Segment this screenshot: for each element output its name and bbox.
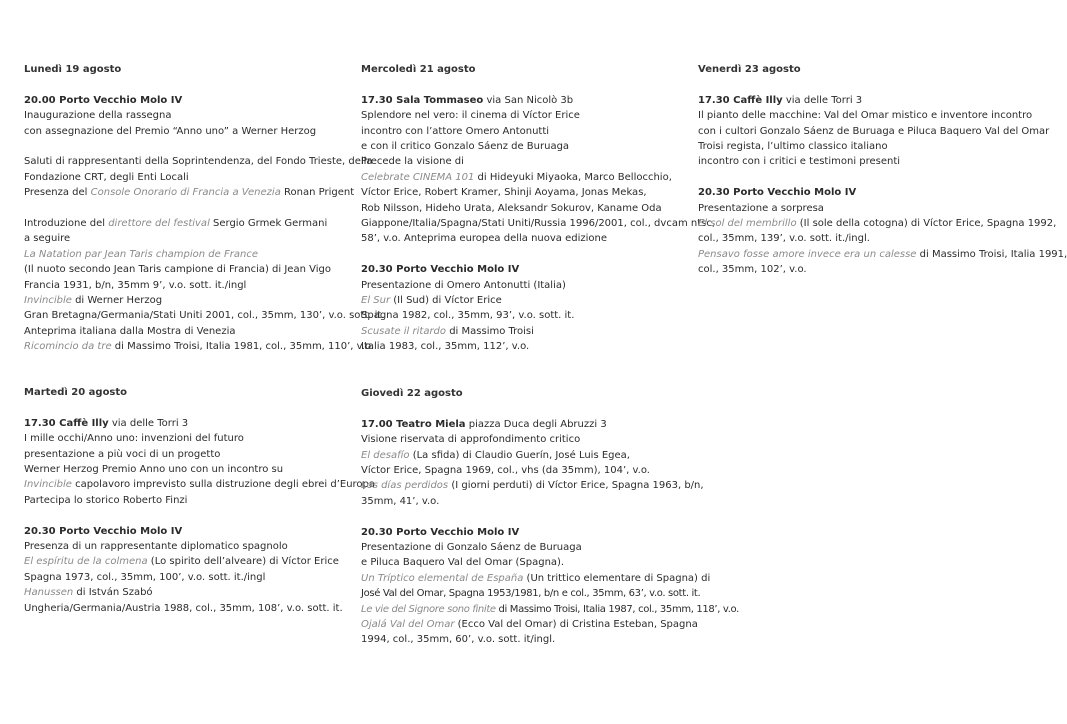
text-segment: incontro con l’attore Omero Antonutti bbox=[361, 125, 550, 137]
event-header-line bbox=[24, 154, 373, 169]
event-line bbox=[361, 154, 686, 169]
event-header-line bbox=[24, 416, 349, 431]
event-address: via San Nicolò 3b bbox=[483, 94, 574, 106]
day-heading: Giovedì 22 agosto bbox=[361, 388, 463, 399]
text-segment: Presenza del bbox=[24, 187, 91, 199]
spacer bbox=[361, 247, 686, 262]
event-line bbox=[24, 308, 385, 323]
event-address: via delle Torri 3 bbox=[782, 94, 863, 106]
event-line bbox=[24, 108, 349, 123]
event-line bbox=[24, 462, 349, 477]
event-time: 17.30 bbox=[361, 94, 397, 106]
event-line bbox=[698, 154, 1023, 169]
event-address: via delle Torri 3 bbox=[108, 417, 189, 429]
text-segment: Splendore nel vero: il cinema di Víctor Erice bbox=[361, 110, 580, 122]
event-header-line bbox=[361, 93, 686, 108]
event-time: 20.00 bbox=[24, 94, 60, 106]
film-title: Le vie del Signore sono finite bbox=[361, 603, 496, 615]
day-wednesday bbox=[361, 62, 716, 355]
event-line bbox=[24, 278, 349, 293]
text-segment: Anteprima italiana dalla Mostra di Venezia bbox=[24, 325, 236, 337]
text-segment: Introduzione del bbox=[24, 218, 109, 230]
event-header-line bbox=[698, 93, 1023, 108]
event-line bbox=[361, 571, 711, 586]
event-venue: Sala Tommaseo bbox=[396, 94, 484, 106]
event-line bbox=[361, 170, 686, 185]
text-segment: col., 35mm, 139’, v.o. sott. it./ingl. bbox=[698, 233, 870, 245]
event-line bbox=[24, 585, 349, 600]
text-segment: Spagna 1973, col., 35mm, 100’, v.o. sott. it./ingl bbox=[24, 571, 266, 583]
film-title: La Natation par Jean Taris champion de France bbox=[24, 248, 258, 260]
text-segment: Presentazione di Gonzalo Sáenz de Buruaga bbox=[361, 542, 582, 554]
event-line bbox=[698, 108, 1033, 123]
text-segment: Inaugurazione della rassegna bbox=[24, 110, 172, 122]
film-title: Invincible bbox=[24, 295, 72, 307]
day-friday bbox=[698, 62, 1067, 278]
event-header-line bbox=[361, 525, 686, 540]
event-venue: Porto Vecchio Molo IV bbox=[396, 264, 520, 276]
event-line bbox=[698, 247, 1067, 262]
event-line bbox=[361, 108, 686, 123]
text-segment: (La sfida) di Claudio Guerín, José Luis Egea, bbox=[409, 449, 630, 461]
event-line bbox=[24, 493, 349, 508]
film-title: Console Onorario di Francia a Venezia bbox=[90, 187, 281, 199]
text-segment: (Il nuoto secondo Jean Taris campione di Francia) di Jean Vigo bbox=[24, 264, 331, 276]
text-segment: a seguire bbox=[24, 233, 71, 245]
event-venue: Caffè Illy bbox=[59, 417, 109, 429]
text-segment: Francia 1931, b/n, 35mm 9’, v.o. sott. it./ingl bbox=[24, 279, 247, 291]
event-line bbox=[361, 293, 686, 308]
film-title: direttore del festival bbox=[108, 218, 210, 230]
event-line bbox=[24, 339, 375, 354]
text-segment: José Val del Omar, Spagna 1953/1981, b/n e col., 35mm, 63’, v.o. sott. it. bbox=[361, 588, 701, 600]
event-line bbox=[361, 617, 698, 632]
text-segment: Werner Herzog Premio Anno uno con un incontro su bbox=[24, 464, 284, 476]
text-segment: Gran Bretagna/Germania/Stati Uniti 2001, col., 35mm, 130’, v.o. sott. it. bbox=[24, 310, 385, 322]
text-segment: con i cultori Gonzalo Sáenz de Buruaga e Piluca Baquero Val del Omar bbox=[698, 125, 1050, 137]
event-line bbox=[361, 324, 686, 339]
text-segment: Rob Nilsson, Hideho Urata, Aleksandr Sokurov, Kaname Oda bbox=[361, 202, 662, 214]
film-title: Celebrate CINEMA 101 bbox=[361, 171, 475, 183]
event-line bbox=[24, 231, 349, 246]
text-segment: e con il critico Gonzalo Sáenz de Buruaga bbox=[361, 141, 570, 153]
text-segment: presentazione a più voci di un progetto bbox=[24, 448, 221, 460]
text-segment: (Il Sud) di Víctor Erice bbox=[390, 295, 502, 307]
film-title: Scusate il ritardo bbox=[361, 325, 447, 337]
film-title: Invincible bbox=[24, 479, 72, 491]
film-title: Ojalá Val del Omar bbox=[361, 619, 455, 631]
event-line bbox=[24, 570, 349, 585]
text-segment: Spagna 1982, col., 35mm, 93’, v.o. sott. it. bbox=[361, 310, 575, 322]
text-segment: di István Szabó bbox=[73, 587, 153, 599]
text-segment: 58’, v.o. Anteprima europea della nuova edizione bbox=[361, 233, 608, 245]
event-line bbox=[361, 231, 686, 246]
event-line bbox=[698, 139, 1023, 154]
text-segment: (Lo spirito dell’alveare) di Víctor Erice bbox=[147, 556, 339, 568]
day-thursday bbox=[361, 386, 739, 648]
event-time: 17.00 bbox=[361, 418, 397, 430]
event-time: 20.30 bbox=[361, 264, 397, 276]
text-segment: Precede la visione di bbox=[361, 156, 464, 168]
text-segment: (Il sole della cotogna) di Víctor Erice, Spagna 1992, bbox=[796, 218, 1057, 230]
text-segment: Visione riservata di approfondimento critico bbox=[361, 434, 581, 446]
film-title: El espíritu de la colmena bbox=[24, 556, 148, 568]
event-line bbox=[361, 478, 704, 493]
event-line bbox=[361, 278, 686, 293]
day-heading: Martedì 20 agosto bbox=[24, 387, 128, 398]
event-venue: Porto Vecchio Molo IV bbox=[59, 94, 183, 106]
event-line bbox=[361, 339, 686, 354]
event-time: 17.30 bbox=[24, 417, 60, 429]
event-line bbox=[361, 448, 686, 463]
event-line bbox=[24, 431, 349, 446]
film-title: El Sur bbox=[361, 295, 391, 307]
event-header-line bbox=[361, 262, 686, 277]
film-title: Un Tríptico elemental de España bbox=[361, 572, 524, 584]
day-heading: Mercoledì 21 agosto bbox=[361, 64, 476, 75]
text-segment: (Ecco Val del Omar) di Cristina Esteban, Spagna bbox=[454, 619, 698, 631]
event-line bbox=[361, 185, 686, 200]
text-segment: Ronan Prigent bbox=[280, 187, 355, 199]
event-line bbox=[24, 262, 349, 277]
film-title: El desafío bbox=[361, 449, 410, 461]
event-header-line bbox=[24, 524, 349, 539]
text-segment: Presentazione a sorpresa bbox=[698, 202, 824, 214]
text-segment: Víctor Erice, Robert Kramer, Shinji Aoyama, Jonas Mekas, bbox=[361, 187, 647, 199]
event-line bbox=[24, 185, 355, 200]
event-venue: Porto Vecchio Molo IV bbox=[733, 187, 857, 199]
event-time: 20.30 bbox=[24, 525, 60, 537]
text-segment: I mille occhi/Anno uno: invenzioni del futuro bbox=[24, 433, 244, 445]
event-line bbox=[361, 540, 686, 555]
text-segment: di Werner Herzog bbox=[71, 295, 163, 307]
text-segment: Presenza di un rappresentante diplomatico spagnolo bbox=[24, 541, 288, 553]
spacer bbox=[24, 139, 349, 154]
event-line bbox=[24, 247, 349, 262]
spacer bbox=[361, 509, 686, 524]
film-title: Ricomincio da tre bbox=[24, 341, 112, 353]
text-segment: con assegnazione del Premio “Anno uno” a Werner Herzog bbox=[24, 125, 317, 137]
text-segment: (Un trittico elementare di Spagna) di bbox=[523, 572, 711, 584]
day-heading: Lunedì 19 agosto bbox=[24, 64, 122, 75]
text-segment: Giappone/Italia/Spagna/Stati Uniti/Russia 1996/2001, col., dvcam ntsc, bbox=[361, 218, 716, 230]
text-segment: di Massimo Troisi, Italia 1981, col., 35mm, 110’, v.o. bbox=[111, 341, 375, 353]
event-header-line bbox=[24, 93, 349, 108]
text-segment: Sergio Grmek Germani bbox=[209, 218, 328, 230]
event-line bbox=[361, 494, 686, 509]
event-line bbox=[361, 308, 686, 323]
spacer bbox=[24, 201, 349, 216]
event-time: 20.30 bbox=[698, 187, 734, 199]
film-title: Hanussen bbox=[24, 587, 74, 599]
event-line bbox=[361, 632, 686, 647]
event-line bbox=[698, 124, 1050, 139]
text-segment: Fondazione CRT, degli Enti Locali bbox=[24, 171, 189, 183]
event-line bbox=[24, 601, 349, 616]
event-line bbox=[698, 216, 1057, 231]
text-segment: Saluti di rappresentanti della Soprintendenza, del Fondo Trieste, della bbox=[24, 156, 373, 168]
text-segment: Il pianto delle macchine: Val del Omar mistico e inventore incontro bbox=[698, 110, 1033, 122]
event-line bbox=[24, 293, 349, 308]
event-header-line bbox=[24, 216, 349, 231]
event-venue: Porto Vecchio Molo IV bbox=[59, 525, 183, 537]
text-segment: Troisi regista, l’ultimo classico italiano bbox=[698, 141, 888, 153]
text-segment: di Massimo Troisi, Italia 1991, bbox=[916, 248, 1067, 260]
text-segment: Víctor Erice, Spagna 1969, col., vhs (da 35mm), 104’, v.o. bbox=[361, 465, 650, 477]
text-segment: Partecipa lo storico Roberto Finzi bbox=[24, 494, 188, 506]
text-segment: di Hideyuki Miyaoka, Marco Bellocchio, bbox=[474, 171, 672, 183]
event-venue: Teatro Miela bbox=[396, 418, 466, 430]
event-line bbox=[24, 539, 349, 554]
event-line bbox=[24, 170, 349, 185]
event-line bbox=[361, 463, 686, 478]
event-line bbox=[361, 216, 716, 231]
day-heading: Venerdì 23 agosto bbox=[698, 64, 801, 75]
event-line bbox=[361, 124, 686, 139]
text-segment: Italia 1983, col., 35mm, 112’, v.o. bbox=[361, 341, 530, 353]
event-line bbox=[361, 555, 686, 570]
event-time: 17.30 bbox=[698, 94, 734, 106]
event-line bbox=[361, 432, 686, 447]
event-header-line bbox=[361, 417, 686, 432]
event-time: 20.30 bbox=[361, 526, 397, 538]
event-line bbox=[698, 201, 1023, 216]
text-segment: 35mm, 41’, v.o. bbox=[361, 495, 440, 507]
text-segment: di Massimo Troisi bbox=[446, 325, 534, 337]
event-line bbox=[361, 201, 686, 216]
event-line bbox=[24, 477, 376, 492]
text-segment: Presentazione di Omero Antonutti (Italia) bbox=[361, 279, 566, 291]
text-segment: 1994, col., 35mm, 60’, v.o. sott. it/ingl. bbox=[361, 634, 556, 646]
film-title: Los días perdidos bbox=[361, 480, 449, 492]
event-venue: Porto Vecchio Molo IV bbox=[396, 526, 520, 538]
event-line bbox=[24, 324, 349, 339]
text-segment: incontro con i critici e testimoni presenti bbox=[698, 156, 901, 168]
event-line bbox=[698, 231, 1023, 246]
text-segment: col., 35mm, 102’, v.o. bbox=[698, 264, 807, 276]
event-address: piazza Duca degli Abruzzi 3 bbox=[465, 418, 607, 430]
text-segment: Ungheria/Germania/Austria 1988, col., 35mm, 108’, v.o. sott. it. bbox=[24, 602, 343, 614]
text-segment: (I giorni perduti) di Víctor Erice, Spagna 1963, b/n, bbox=[448, 480, 704, 492]
day-tuesday bbox=[24, 385, 376, 616]
event-line bbox=[361, 602, 739, 617]
event-header-line bbox=[698, 185, 1023, 200]
film-title: Pensavo fosse amore invece era un calesse bbox=[698, 248, 917, 260]
event-line bbox=[361, 586, 701, 601]
text-segment: di Massimo Troisi, Italia 1987, col., 35mm, 118’, v.o. bbox=[495, 603, 739, 615]
spacer bbox=[24, 508, 349, 523]
event-line bbox=[24, 124, 349, 139]
event-line bbox=[24, 554, 349, 569]
text-segment: e Piluca Baquero Val del Omar (Spagna). bbox=[361, 557, 565, 569]
text-segment: capolavoro imprevisto sulla distruzione degli ebrei d’Europa bbox=[71, 479, 376, 491]
spacer bbox=[698, 170, 1023, 185]
event-line bbox=[698, 262, 1023, 277]
event-venue: Caffè Illy bbox=[733, 94, 783, 106]
film-title: El sol del membrillo bbox=[698, 218, 797, 230]
event-line bbox=[24, 447, 349, 462]
event-line bbox=[361, 139, 686, 154]
